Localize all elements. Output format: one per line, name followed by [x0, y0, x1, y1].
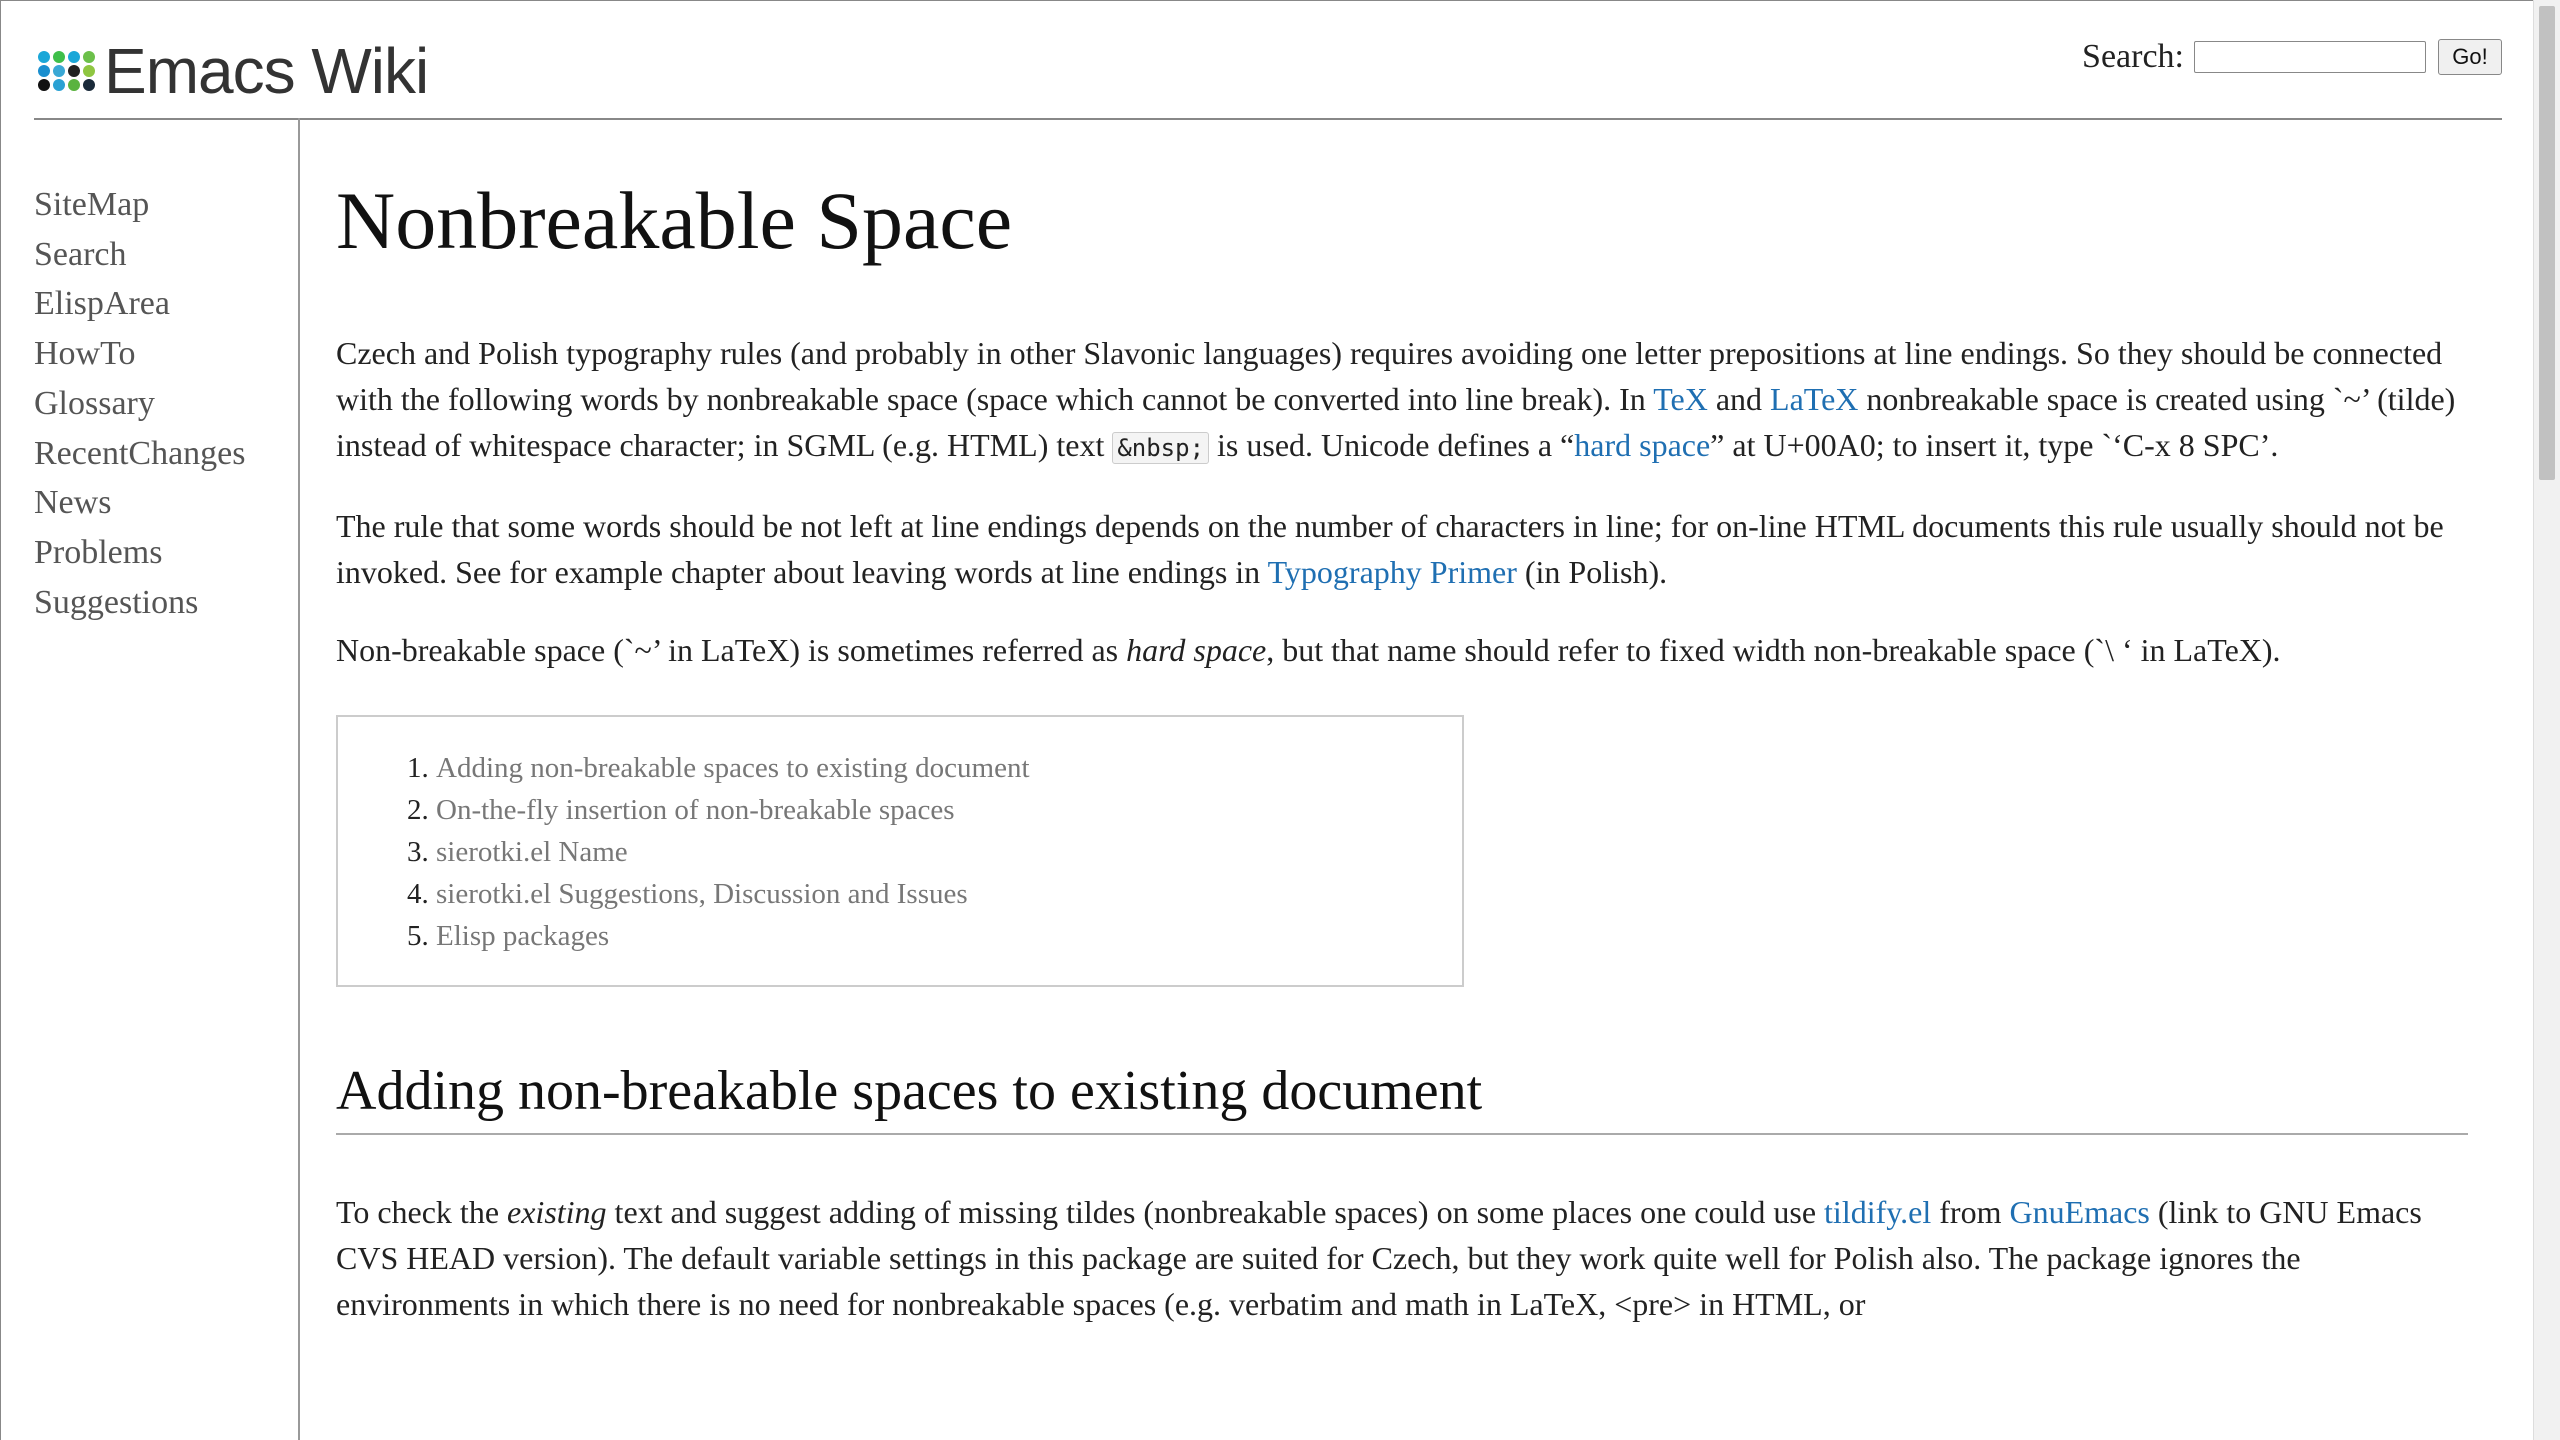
latex-link[interactable]: LaTeX [1770, 381, 1859, 417]
table-of-contents [336, 715, 1464, 987]
text: nonbreakable space is created using `~’ (tilde) instead of whitespace character; in SGML (e.g. HTML) text [336, 381, 2456, 463]
sidebar-item-elisparea[interactable]: ElispArea [34, 285, 170, 323]
nbsp-code: &nbsp; [1112, 432, 1209, 464]
go-button[interactable]: Go! [2438, 39, 2502, 75]
tex-link[interactable]: TeX [1653, 381, 1708, 417]
emphasis: hard space [1126, 632, 1267, 668]
logo-dot [83, 51, 95, 63]
toc-link[interactable]: Adding non-breakable spaces to existing document [436, 752, 1030, 784]
text: and [1707, 381, 1771, 417]
search-input[interactable] [2194, 41, 2426, 73]
text: ” at U+00A0; to insert it, type `‘C-x 8 SPC’. [1710, 427, 2279, 463]
text: from [1931, 1194, 2010, 1230]
logo-dot [38, 51, 50, 63]
text: To check the [336, 1194, 508, 1230]
page-title: Nonbreakable Space [336, 175, 1013, 266]
main-content [336, 118, 2472, 1359]
sidebar-item-howto[interactable]: HowTo [34, 335, 136, 373]
logo-text: Emacs Wiki [104, 35, 429, 107]
toc-link[interactable]: Elisp packages [436, 920, 610, 952]
logo-dot [83, 79, 95, 91]
search-label: Search: [2082, 38, 2184, 75]
text: , but that name should refer to fixed width non-breakable space (`\ ‘ in LaTeX). [1266, 632, 2281, 668]
logo-dot [38, 79, 50, 91]
logo-dot [53, 65, 65, 77]
sidebar-item-search[interactable]: Search [34, 235, 127, 273]
typography-primer-link[interactable]: Typography Primer [1267, 554, 1517, 590]
logo-dot [68, 79, 80, 91]
gnuemacs-link[interactable]: GnuEmacs [2009, 1194, 2150, 1230]
site-header [34, 0, 2502, 120]
toc-item [436, 873, 1462, 915]
hard-space-paragraph [336, 627, 2472, 673]
search-form [2082, 38, 2502, 76]
toc-link[interactable]: sierotki.el Suggestions, Discussion and Issues [436, 878, 968, 910]
logo-dots-icon [38, 51, 96, 91]
emphasis: existing [507, 1194, 607, 1230]
sidebar-item-suggestions[interactable]: Suggestions [34, 583, 199, 621]
sidebar-item-news[interactable]: News [34, 484, 112, 522]
sidebar-item-sitemap[interactable]: SiteMap [34, 186, 150, 223]
text: Czech and Polish typography rules (and probably in other Slavonic languages) requires avoiding one letter prepositions at line endings. So they should be connected with the following words by nonbreakable space (space which cannot be converted into line break). In [336, 335, 2443, 417]
toc-link[interactable]: On-the-fly insertion of non-breakable spaces [436, 794, 955, 826]
rule-paragraph [336, 503, 2472, 595]
toc-item [436, 789, 1462, 831]
scrollbar-thumb[interactable] [2539, 6, 2555, 480]
text: is used. Unicode defines a “ [1209, 427, 1575, 463]
toc-item [436, 747, 1462, 789]
sidebar-item-recentchanges[interactable]: RecentChanges [34, 434, 246, 472]
section-heading: Adding non-breakable spaces to existing document [336, 1063, 2468, 1135]
text: text and suggest adding of missing tildes (nonbreakable spaces) on some places one could use [606, 1194, 1825, 1230]
intro-paragraph [336, 330, 2472, 471]
logo-dot [68, 51, 80, 63]
sidebar-item-problems[interactable]: Problems [34, 533, 163, 571]
section-paragraph [336, 1189, 2472, 1327]
logo-dot [38, 65, 50, 77]
text: (in Polish). [1516, 554, 1668, 590]
tildify-link[interactable]: tildify.el [1824, 1194, 1932, 1230]
text: Non-breakable space (`~’ in LaTeX) is sometimes referred as [336, 632, 1127, 668]
logo-dot [83, 65, 95, 77]
hard-space-link[interactable]: hard space [1574, 427, 1711, 463]
toc-link[interactable]: sierotki.el Name [436, 836, 628, 868]
vertical-scrollbar[interactable] [2533, 0, 2560, 1440]
sidebar-item-glossary[interactable]: Glossary [34, 384, 155, 422]
logo-dot [53, 51, 65, 63]
logo-dot [68, 65, 80, 77]
toc-item [436, 915, 1462, 957]
logo-dot [53, 79, 65, 91]
text: (link to GNU Emacs CVS HEAD version). The default variable settings in this package are suited for Czech, but they work quite well for Polish also. The package ignores the environments in which there is no need for nonbreakable spaces (e.g. verbatim and math in LaTeX, <pre> in HTML, or [336, 1194, 2422, 1322]
text: The rule that some words should be not left at line endings depends on the number of characters in line; for on-line HTML documents this rule usually should not be invoked. See for example chapter about leaving words at line endings in [336, 508, 2444, 590]
toc-item [436, 831, 1462, 873]
site-logo[interactable] [38, 34, 428, 108]
sidebar-nav [34, 118, 300, 1440]
